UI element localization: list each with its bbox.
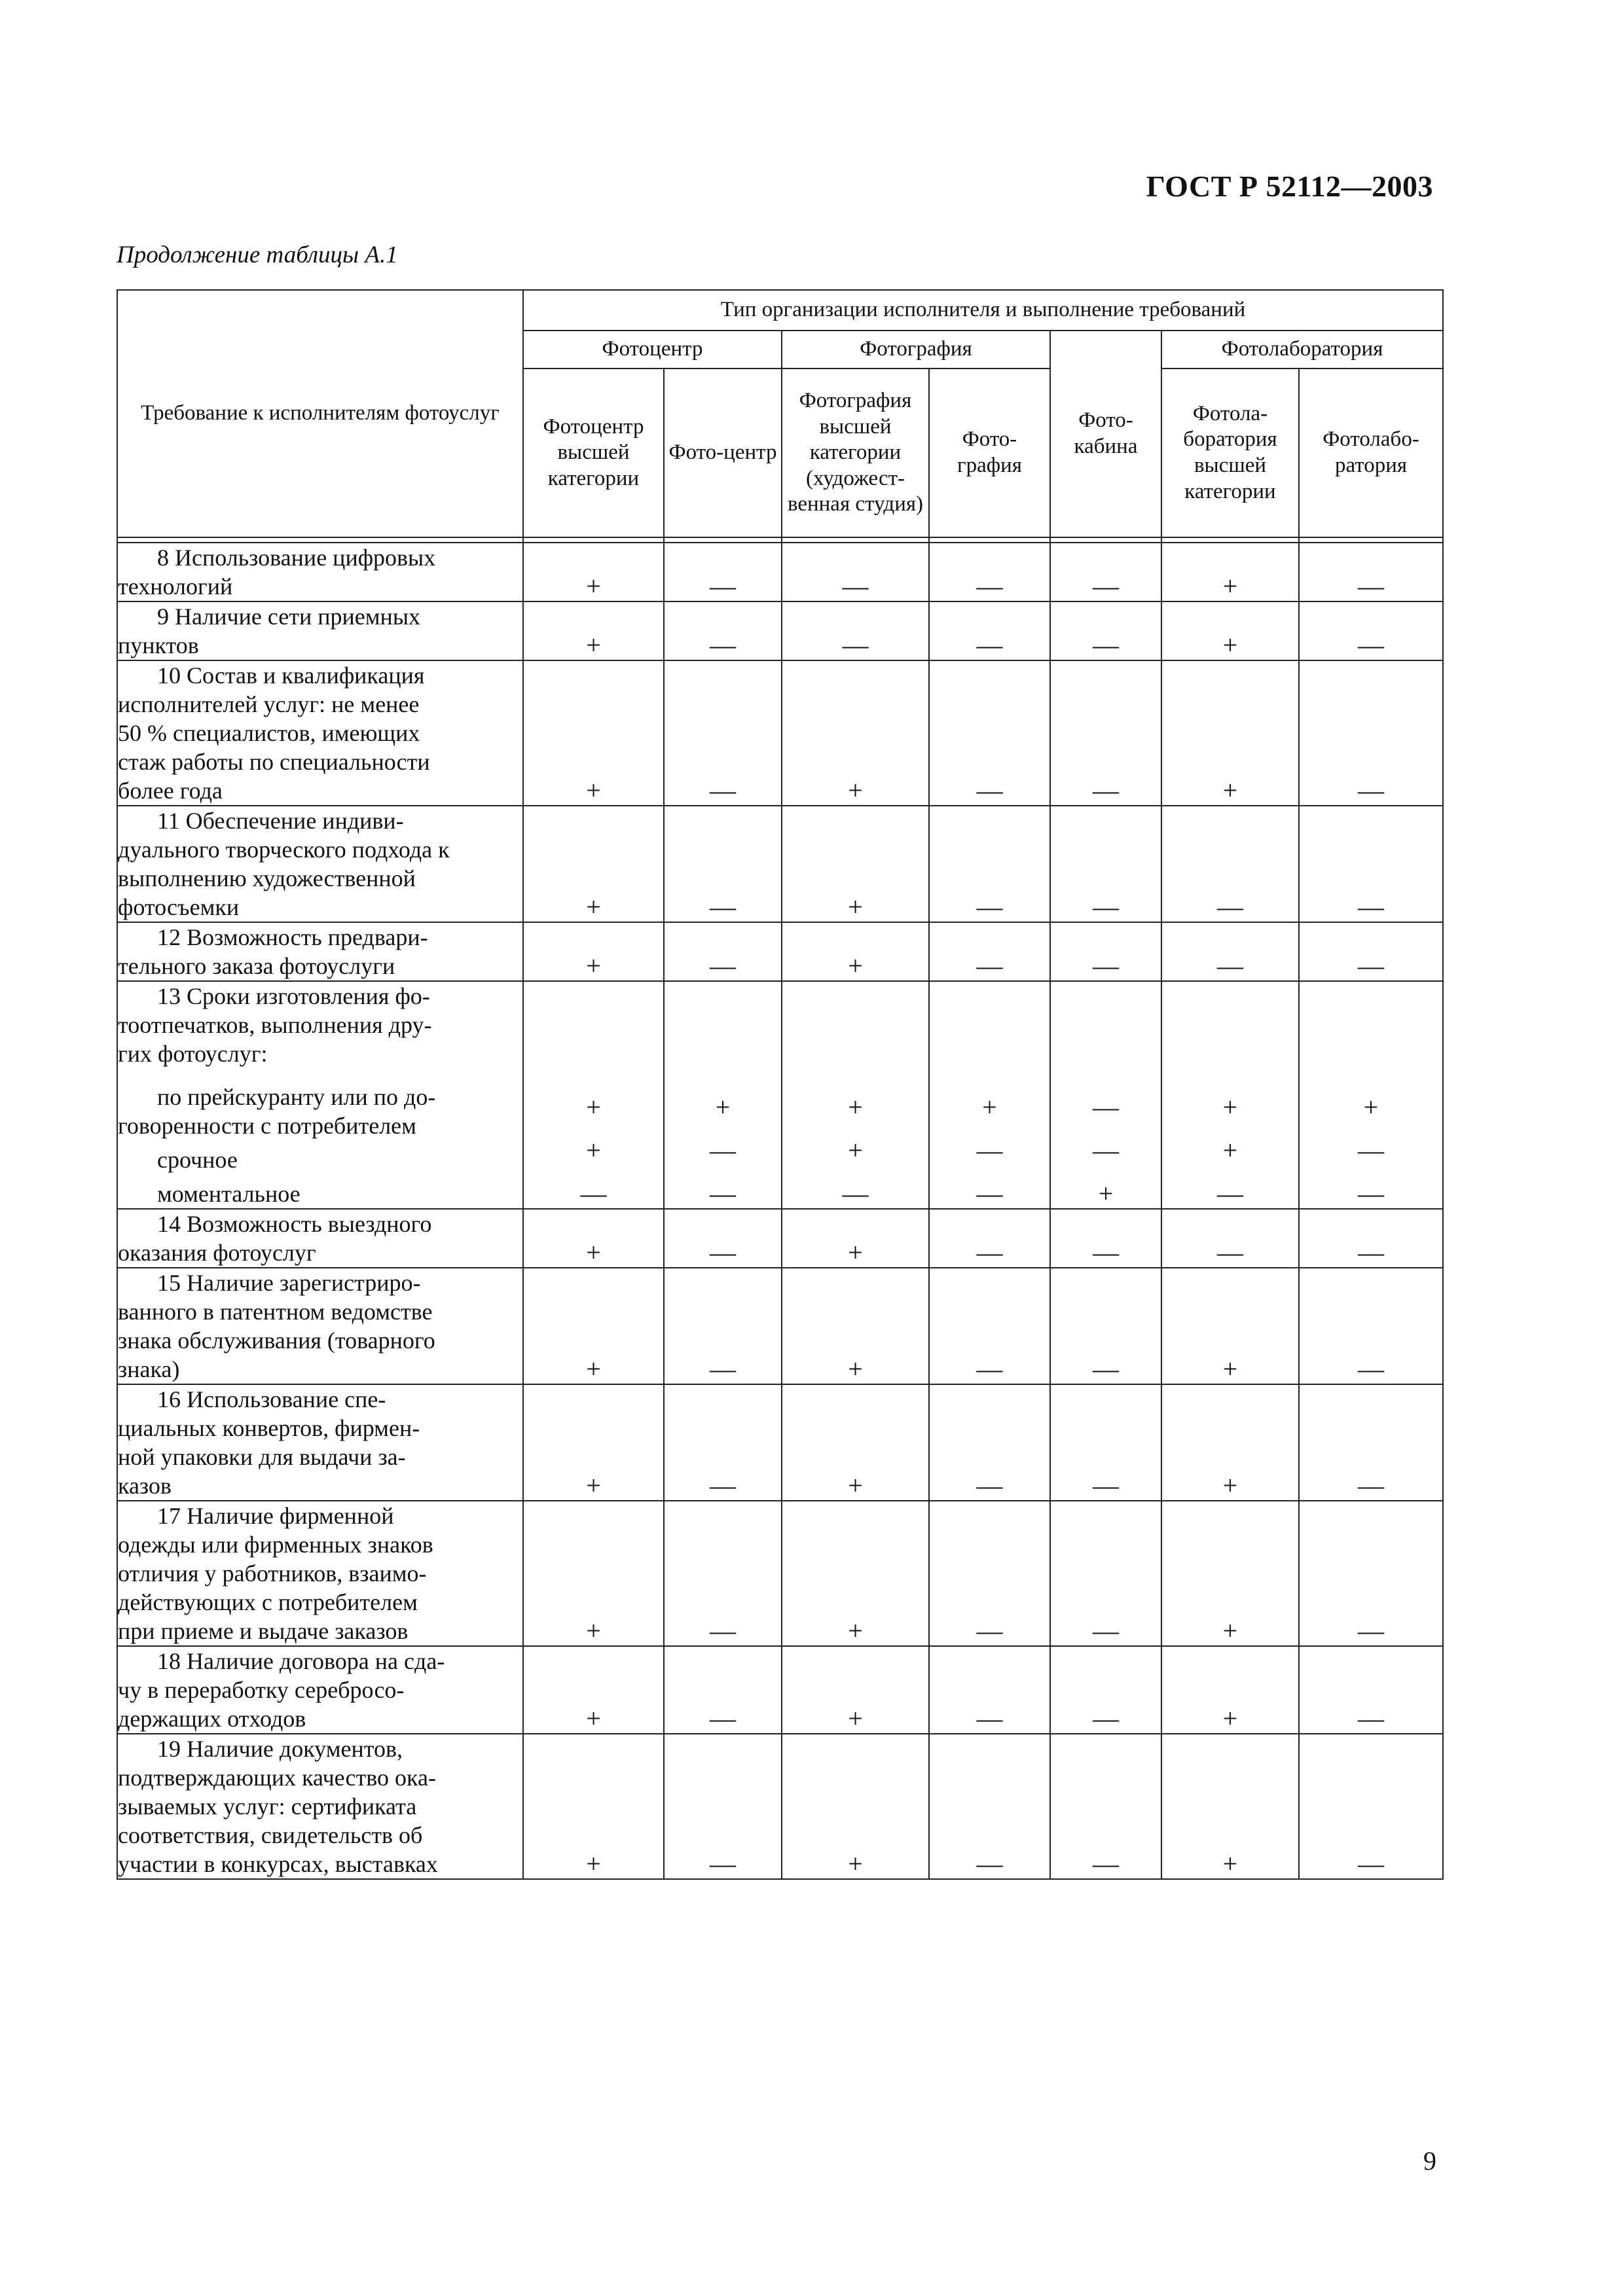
requirement-cell bbox=[117, 922, 523, 981]
value-mark: + bbox=[586, 571, 601, 601]
requirement-text-line: казов bbox=[118, 1473, 172, 1499]
value-cell bbox=[523, 806, 664, 922]
value-mark: — bbox=[710, 1179, 736, 1208]
value-cell bbox=[664, 1384, 782, 1501]
requirement-text-line: исполнителей услуг: не менее bbox=[118, 691, 420, 717]
col-header-label: Фотоцентр высшей категории bbox=[543, 414, 644, 490]
spacer bbox=[1051, 1122, 1161, 1136]
value-cell bbox=[1050, 543, 1161, 601]
value-cell bbox=[1299, 922, 1443, 981]
value-mark: — bbox=[1217, 1238, 1243, 1267]
requirement-text-line: соответствия, свидетельств об bbox=[118, 1822, 423, 1848]
value-cell bbox=[782, 1734, 929, 1879]
value-mark: + bbox=[586, 776, 601, 805]
value-cell bbox=[1050, 601, 1161, 660]
value-cell bbox=[1050, 1384, 1161, 1501]
value-mark: — bbox=[1358, 1238, 1385, 1267]
value-mark: — bbox=[1093, 1354, 1119, 1384]
requirement-text-line: циальных конвертов, фирмен- bbox=[118, 1415, 420, 1441]
value-mark: + bbox=[586, 1092, 601, 1122]
value-cell bbox=[782, 543, 929, 601]
value-mark: + bbox=[586, 1238, 601, 1267]
value-mark: — bbox=[976, 571, 1003, 601]
value-cell bbox=[782, 922, 929, 981]
value-mark: + bbox=[982, 1092, 997, 1122]
requirement-cell bbox=[117, 1734, 523, 1879]
value-mark: + bbox=[1222, 1471, 1238, 1500]
value-mark: — bbox=[842, 571, 869, 601]
value-mark: — bbox=[976, 1849, 1003, 1878]
value-mark: + bbox=[586, 1849, 601, 1878]
value-mark: — bbox=[1093, 571, 1119, 601]
table-body bbox=[117, 537, 1443, 1879]
value-mark: — bbox=[710, 1849, 736, 1878]
requirement-text-line: ванного в патентном ведомстве bbox=[118, 1299, 433, 1325]
value-cell bbox=[929, 922, 1050, 981]
value-cell bbox=[1050, 1734, 1161, 1879]
value-mark: + bbox=[1222, 1354, 1238, 1384]
requirement-text-line: 19 Наличие документов, bbox=[157, 1736, 403, 1762]
table-row bbox=[117, 1209, 1443, 1268]
subgroup-fotografiya: Фотография bbox=[782, 331, 1050, 368]
requirement-cell bbox=[117, 543, 523, 601]
value-mark: — bbox=[976, 630, 1003, 660]
requirement-text-line: 16 Использование спе- bbox=[157, 1386, 386, 1412]
sub-requirement-text-line: моментальное bbox=[157, 1181, 301, 1207]
value-cell bbox=[664, 981, 782, 1209]
col-header-label: Фото-графия bbox=[957, 427, 1022, 477]
value-cell bbox=[929, 601, 1050, 660]
table-row bbox=[117, 1501, 1443, 1646]
requirement-text-line: более года bbox=[118, 778, 223, 804]
table-row bbox=[117, 1268, 1443, 1384]
value-mark: + bbox=[1222, 1136, 1238, 1165]
spacer bbox=[118, 1140, 522, 1145]
requirement-text-line: тельного заказа фотоуслуги bbox=[118, 953, 395, 979]
spacer bbox=[118, 1068, 522, 1083]
value-cell bbox=[664, 1646, 782, 1734]
table-row bbox=[117, 601, 1443, 660]
value-cell bbox=[1299, 1646, 1443, 1734]
value-mark: + bbox=[848, 1136, 863, 1165]
value-cell bbox=[1299, 1209, 1443, 1268]
table-row bbox=[117, 1734, 1443, 1879]
value-cell bbox=[929, 1384, 1050, 1501]
value-mark: — bbox=[1358, 1471, 1385, 1500]
value-mark: + bbox=[848, 1704, 863, 1733]
spacer bbox=[782, 1165, 928, 1179]
value-cell bbox=[929, 1646, 1050, 1734]
value-mark: + bbox=[848, 776, 863, 805]
value-mark: — bbox=[710, 1354, 736, 1384]
value-cell bbox=[929, 806, 1050, 922]
spacer bbox=[524, 1165, 663, 1179]
value-mark: + bbox=[1363, 1092, 1379, 1122]
value-mark: — bbox=[710, 1238, 736, 1267]
value-cell bbox=[929, 1268, 1050, 1384]
value-mark: — bbox=[710, 892, 736, 922]
value-mark: — bbox=[710, 571, 736, 601]
value-mark: — bbox=[1093, 630, 1119, 660]
value-mark: — bbox=[1093, 1092, 1119, 1122]
value-mark: + bbox=[586, 1616, 601, 1645]
value-mark: — bbox=[1358, 951, 1385, 980]
spacer bbox=[665, 1165, 781, 1179]
value-cell bbox=[1299, 660, 1443, 806]
value-mark: — bbox=[710, 776, 736, 805]
requirement-text-line: отличия у работников, взаимо- bbox=[118, 1560, 427, 1587]
value-mark: — bbox=[976, 1704, 1003, 1733]
value-cell bbox=[664, 1209, 782, 1268]
requirement-text-line: держащих отходов bbox=[118, 1706, 306, 1732]
value-cell bbox=[523, 601, 664, 660]
requirement-text-line: подтверждающих качество ока- bbox=[118, 1765, 436, 1791]
requirement-text-line: зываемых услуг: сертификата bbox=[118, 1793, 417, 1820]
value-mark: + bbox=[1222, 1616, 1238, 1645]
requirement-text-line: 13 Сроки изготовления фо- bbox=[157, 983, 430, 1009]
value-cell bbox=[782, 601, 929, 660]
value-cell bbox=[1161, 601, 1299, 660]
requirement-text-line: 15 Наличие зарегистриро- bbox=[157, 1270, 421, 1296]
value-cell bbox=[782, 806, 929, 922]
value-mark: — bbox=[1358, 1704, 1385, 1733]
spacer bbox=[930, 1122, 1049, 1136]
value-cell bbox=[1050, 660, 1161, 806]
value-mark: + bbox=[1222, 776, 1238, 805]
value-cell bbox=[664, 1501, 782, 1646]
value-mark: — bbox=[1093, 1704, 1119, 1733]
value-cell bbox=[523, 1501, 664, 1646]
value-cell bbox=[1161, 981, 1299, 1209]
value-mark: — bbox=[976, 1616, 1003, 1645]
requirement-column-header: Требование к исполнителям фотоуслуг bbox=[117, 290, 523, 537]
value-mark: + bbox=[586, 1136, 601, 1165]
value-cell bbox=[1299, 543, 1443, 601]
table-row bbox=[117, 1384, 1443, 1501]
spacer bbox=[782, 1122, 928, 1136]
value-cell bbox=[1299, 981, 1443, 1209]
table-row bbox=[117, 806, 1443, 922]
value-cell bbox=[523, 1384, 664, 1501]
value-mark: — bbox=[842, 1179, 869, 1208]
requirement-text-line: технологий bbox=[118, 573, 233, 600]
value-cell bbox=[1161, 1734, 1299, 1879]
table-row bbox=[117, 1646, 1443, 1734]
value-mark: + bbox=[1222, 1849, 1238, 1878]
value-mark: — bbox=[1217, 892, 1243, 922]
value-mark: + bbox=[1222, 571, 1238, 601]
value-mark: — bbox=[1093, 892, 1119, 922]
value-cell bbox=[782, 660, 929, 806]
requirement-cell bbox=[117, 1646, 523, 1734]
value-cell bbox=[929, 1209, 1050, 1268]
value-mark: — bbox=[976, 1179, 1003, 1208]
value-mark: — bbox=[1093, 951, 1119, 980]
requirement-text-line: 14 Возможность выездного bbox=[157, 1211, 432, 1237]
value-cell bbox=[523, 1646, 664, 1734]
col-header bbox=[1161, 368, 1299, 537]
requirement-cell bbox=[117, 601, 523, 660]
value-mark: — bbox=[976, 1471, 1003, 1500]
requirement-text-line: 11 Обеспечение индиви- bbox=[157, 808, 404, 834]
value-mark: — bbox=[580, 1179, 607, 1208]
value-cell bbox=[1050, 922, 1161, 981]
value-cell bbox=[523, 543, 664, 601]
value-cell bbox=[1161, 1209, 1299, 1268]
spacer bbox=[118, 1174, 522, 1179]
value-cell bbox=[1299, 601, 1443, 660]
value-cell bbox=[1299, 806, 1443, 922]
col-header-label: Фотола-боратория высшей категории bbox=[1183, 401, 1277, 503]
value-mark: + bbox=[586, 951, 601, 980]
value-mark: — bbox=[976, 1354, 1003, 1384]
value-cell bbox=[664, 543, 782, 601]
value-mark: — bbox=[976, 1238, 1003, 1267]
value-cell bbox=[1161, 1646, 1299, 1734]
value-mark: — bbox=[710, 951, 736, 980]
requirement-text-line: 10 Состав и квалификация bbox=[157, 662, 425, 689]
table-caption: Продолжение таблицы А.1 bbox=[117, 242, 398, 268]
value-cell bbox=[664, 1734, 782, 1879]
value-cell bbox=[1161, 543, 1299, 601]
value-cell bbox=[929, 981, 1050, 1209]
spacer bbox=[1051, 1165, 1161, 1179]
table-row bbox=[117, 981, 1443, 1209]
value-cell bbox=[1050, 1501, 1161, 1646]
requirements-table bbox=[117, 289, 1444, 1880]
value-mark: + bbox=[848, 1849, 863, 1878]
requirement-text-line: выполнению художественной bbox=[118, 865, 416, 891]
value-cell bbox=[782, 1268, 929, 1384]
value-mark: — bbox=[1358, 1136, 1385, 1165]
col-header-label: Фото-центр bbox=[668, 440, 777, 465]
group-header: Тип организации исполнителя и выполнение требований bbox=[523, 290, 1443, 331]
requirement-text-line: 8 Использование цифровых bbox=[157, 545, 436, 571]
value-mark: + bbox=[586, 630, 601, 660]
value-mark: — bbox=[976, 776, 1003, 805]
value-mark: — bbox=[976, 1136, 1003, 1165]
value-cell bbox=[782, 1384, 929, 1501]
requirement-text-line: оказания фотоуслуг bbox=[118, 1240, 316, 1266]
requirement-cell bbox=[117, 660, 523, 806]
spacer bbox=[1300, 1165, 1442, 1179]
requirement-text-line: 9 Наличие сети приемных bbox=[157, 603, 421, 630]
value-mark: — bbox=[710, 1616, 736, 1645]
value-mark: — bbox=[1358, 1616, 1385, 1645]
value-mark: + bbox=[1098, 1179, 1114, 1208]
value-cell bbox=[523, 981, 664, 1209]
subgroup-fotolaboratoriya: Фотолаборатория bbox=[1161, 331, 1443, 368]
requirement-cell bbox=[117, 1209, 523, 1268]
value-cell bbox=[523, 1734, 664, 1879]
requirement-cell bbox=[117, 806, 523, 922]
table-row bbox=[117, 922, 1443, 981]
requirement-text-line: 50 % специалистов, имеющих bbox=[118, 720, 420, 746]
col-header-fotokabina bbox=[1050, 331, 1161, 537]
requirement-text-line: чу в переработку серебросо- bbox=[118, 1677, 405, 1703]
requirement-text-line: ной упаковки для выдачи за- bbox=[118, 1444, 406, 1470]
value-mark: — bbox=[1093, 776, 1119, 805]
col-header-label: Фотолабо-ратория bbox=[1322, 427, 1419, 477]
standard-code: ГОСТ Р 52112—2003 bbox=[1146, 170, 1433, 203]
spacer bbox=[665, 1122, 781, 1136]
sub-requirement-text-line: по прейскуранту или по до- bbox=[157, 1084, 436, 1110]
value-cell bbox=[929, 1734, 1050, 1879]
value-cell bbox=[1050, 1209, 1161, 1268]
value-cell bbox=[664, 601, 782, 660]
sub-requirement-text-line: срочное bbox=[157, 1147, 238, 1173]
value-cell bbox=[664, 806, 782, 922]
requirement-text-line: участии в конкурсах, выставках bbox=[118, 1851, 438, 1877]
value-cell bbox=[1161, 806, 1299, 922]
requirement-text-line: стаж работы по специальности bbox=[118, 749, 430, 775]
page-number: 9 bbox=[1423, 2146, 1436, 2176]
value-mark: — bbox=[1358, 1849, 1385, 1878]
requirement-text-line: знака обслуживания (товарного bbox=[118, 1327, 435, 1354]
value-cell bbox=[1050, 1646, 1161, 1734]
requirement-text-line: 18 Наличие договора на сда- bbox=[157, 1648, 445, 1674]
value-cell bbox=[1299, 1384, 1443, 1501]
value-mark: + bbox=[1222, 630, 1238, 660]
value-cell bbox=[1161, 1384, 1299, 1501]
value-cell bbox=[782, 1646, 929, 1734]
requirement-text-line: гих фотоуслуг: bbox=[118, 1041, 268, 1067]
header-separator bbox=[117, 537, 1443, 543]
value-mark: — bbox=[1358, 630, 1385, 660]
value-mark: — bbox=[1358, 892, 1385, 922]
value-cell bbox=[523, 1209, 664, 1268]
value-cell bbox=[523, 1268, 664, 1384]
col-header-label: Фото-кабина bbox=[1074, 408, 1138, 458]
requirement-text-line: фотосъемки bbox=[118, 894, 240, 920]
requirement-cell bbox=[117, 981, 523, 1209]
value-cell bbox=[523, 660, 664, 806]
value-cell bbox=[1161, 1268, 1299, 1384]
value-mark: — bbox=[1093, 1616, 1119, 1645]
value-mark: — bbox=[1358, 1354, 1385, 1384]
spacer bbox=[930, 1165, 1049, 1179]
value-cell bbox=[1161, 660, 1299, 806]
value-cell bbox=[664, 1268, 782, 1384]
value-cell bbox=[523, 922, 664, 981]
requirement-cell bbox=[117, 1501, 523, 1646]
value-cell bbox=[929, 660, 1050, 806]
value-mark: — bbox=[1093, 1849, 1119, 1878]
value-mark: — bbox=[976, 892, 1003, 922]
value-mark: — bbox=[710, 1704, 736, 1733]
requirement-text-line: знака) bbox=[118, 1356, 180, 1382]
spacer bbox=[524, 1122, 663, 1136]
value-mark: — bbox=[710, 1471, 736, 1500]
value-mark: + bbox=[848, 1616, 863, 1645]
value-cell bbox=[929, 543, 1050, 601]
value-mark: — bbox=[1358, 776, 1385, 805]
spacer bbox=[1162, 1165, 1298, 1179]
value-mark: + bbox=[848, 1471, 863, 1500]
spacer bbox=[1300, 1122, 1442, 1136]
subgroup-fotocentr: Фотоцентр bbox=[523, 331, 782, 368]
requirement-text-line: 17 Наличие фирменной bbox=[157, 1503, 394, 1529]
sub-requirement-text-line: говоренности с потребителем bbox=[118, 1113, 416, 1139]
value-mark: — bbox=[1217, 951, 1243, 980]
value-cell bbox=[1299, 1734, 1443, 1879]
value-mark: + bbox=[848, 892, 863, 922]
value-cell bbox=[664, 922, 782, 981]
value-cell bbox=[782, 1501, 929, 1646]
value-mark: + bbox=[586, 892, 601, 922]
value-mark: — bbox=[842, 630, 869, 660]
requirement-cell bbox=[117, 1384, 523, 1501]
table-row bbox=[117, 660, 1443, 806]
value-mark: + bbox=[586, 1354, 601, 1384]
value-mark: — bbox=[710, 1136, 736, 1165]
value-cell bbox=[1050, 981, 1161, 1209]
requirement-text-line: при приеме и выдаче заказов bbox=[118, 1618, 409, 1644]
value-mark: — bbox=[710, 630, 736, 660]
value-mark: — bbox=[976, 951, 1003, 980]
value-cell bbox=[1161, 922, 1299, 981]
table-row bbox=[117, 543, 1443, 601]
col-header bbox=[782, 368, 929, 537]
value-mark: + bbox=[848, 1238, 863, 1267]
requirement-cell bbox=[117, 1268, 523, 1384]
requirement-text-line: дуального творческого подхода к bbox=[118, 836, 450, 863]
value-cell bbox=[1299, 1268, 1443, 1384]
spacer bbox=[1162, 1122, 1298, 1136]
value-mark: + bbox=[848, 951, 863, 980]
value-mark: — bbox=[1093, 1238, 1119, 1267]
col-header bbox=[664, 368, 782, 537]
value-mark: + bbox=[1222, 1704, 1238, 1733]
value-cell bbox=[929, 1501, 1050, 1646]
col-header bbox=[1299, 368, 1443, 537]
value-mark: — bbox=[1358, 1179, 1385, 1208]
value-mark: + bbox=[1222, 1092, 1238, 1122]
requirement-text-line: действующих с потребителем bbox=[118, 1589, 418, 1615]
value-cell bbox=[1161, 1501, 1299, 1646]
value-mark: — bbox=[1093, 1136, 1119, 1165]
value-cell bbox=[1050, 806, 1161, 922]
value-cell bbox=[1050, 1268, 1161, 1384]
col-header bbox=[929, 368, 1050, 537]
value-mark: — bbox=[1093, 1471, 1119, 1500]
value-cell bbox=[1299, 1501, 1443, 1646]
requirement-text-line: тоотпечатков, выполнения дру- bbox=[118, 1012, 432, 1038]
value-cell bbox=[664, 660, 782, 806]
requirement-text-line: пунктов bbox=[118, 632, 199, 658]
value-mark: + bbox=[848, 1354, 863, 1384]
col-header-label: Фотография высшей категории (художест-венная студия) bbox=[787, 389, 924, 516]
requirement-text-line: 12 Возможность предвари- bbox=[157, 924, 428, 950]
value-mark: + bbox=[715, 1092, 731, 1122]
value-mark: + bbox=[586, 1471, 601, 1500]
value-mark: — bbox=[1217, 1179, 1243, 1208]
requirement-text-line: одежды или фирменных знаков bbox=[118, 1532, 433, 1558]
value-cell bbox=[782, 1209, 929, 1268]
value-mark: — bbox=[1358, 571, 1385, 601]
value-cell bbox=[782, 981, 929, 1209]
value-mark: + bbox=[848, 1092, 863, 1122]
col-header bbox=[523, 368, 664, 537]
value-mark: + bbox=[586, 1704, 601, 1733]
